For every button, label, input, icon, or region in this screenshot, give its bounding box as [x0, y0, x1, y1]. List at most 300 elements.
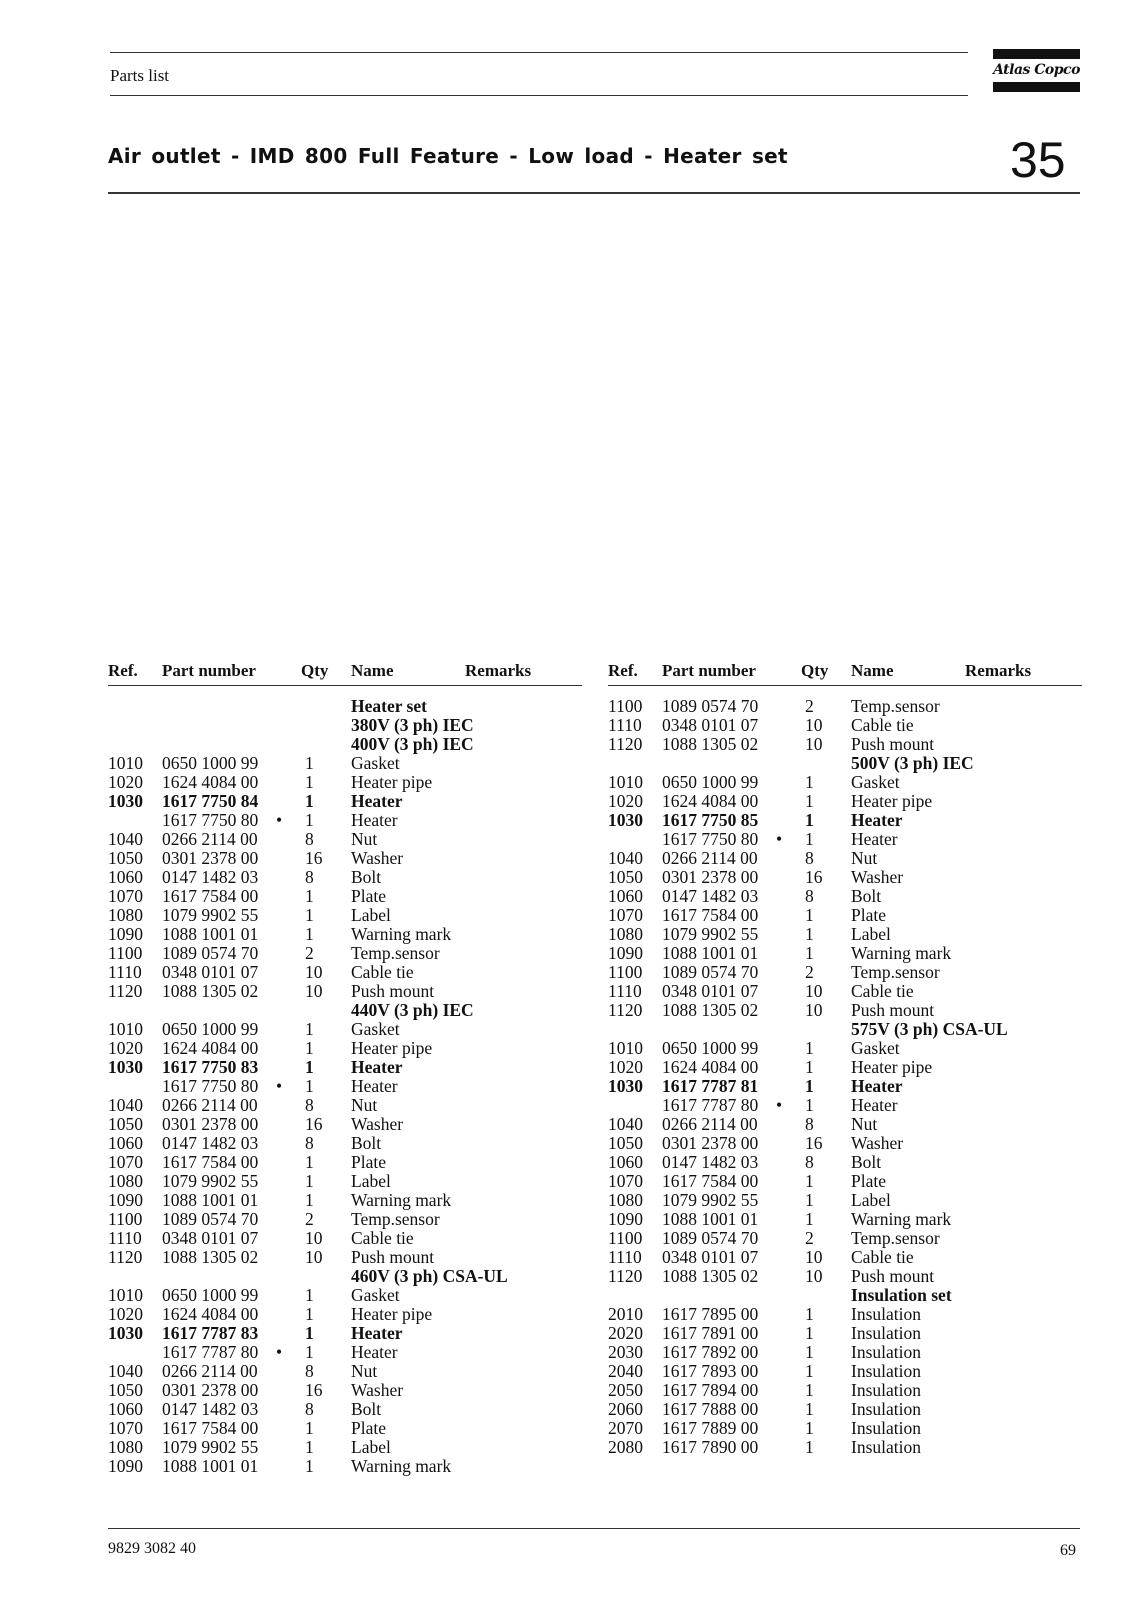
part-number-cell: 1617 7750 80 [162, 1076, 259, 1096]
name-cell: Heater pipe [851, 1057, 933, 1077]
qty-cell: 1 [305, 1456, 314, 1476]
part-number-cell: 1617 7888 00 [662, 1399, 759, 1419]
table-row [608, 754, 1082, 773]
name-cell: Bolt [851, 1152, 882, 1172]
table-row [608, 773, 1082, 792]
name-cell: Insulation [851, 1437, 921, 1457]
table-row [108, 1438, 582, 1457]
part-number-cell: 1617 7584 00 [162, 1418, 259, 1438]
table-row [108, 1096, 582, 1115]
ref-cell: 1010 [108, 753, 143, 773]
parts-table-right [608, 659, 1082, 1457]
table-row [108, 1400, 582, 1419]
name-cell: Temp.sensor [351, 1209, 440, 1229]
name-cell: Push mount [851, 1000, 935, 1020]
service-kit-marker: • [776, 1095, 783, 1115]
ref-cell: 1060 [108, 1399, 143, 1419]
qty-cell: 1 [805, 1380, 814, 1400]
qty-cell: 1 [805, 791, 814, 811]
table-row [608, 1248, 1082, 1267]
table-row [608, 1134, 1082, 1153]
table-row [608, 1305, 1082, 1324]
table-row [608, 1210, 1082, 1229]
part-number-cell: 1079 9902 55 [662, 1190, 759, 1210]
table-row [108, 1229, 582, 1248]
document-number: 9829 3082 40 [108, 1540, 196, 1557]
name-cell: Nut [851, 1114, 878, 1134]
name-cell: Gasket [351, 1285, 400, 1305]
page-title: Air outlet - IMD 800 Full Feature - Low load - Heater set [108, 144, 788, 168]
qty-cell: 10 [305, 981, 323, 1001]
part-number-cell: 1617 7584 00 [162, 1152, 259, 1172]
qty-cell: 10 [805, 1247, 823, 1267]
part-number-cell: 1617 7894 00 [662, 1380, 759, 1400]
part-number-cell: 0650 1000 99 [662, 772, 759, 792]
qty-cell: 1 [305, 1304, 314, 1324]
table-row [108, 925, 582, 944]
ref-cell: 1070 [108, 1418, 143, 1438]
table-row [108, 982, 582, 1001]
qty-cell: 1 [805, 772, 814, 792]
page-number: 69 [1060, 1542, 1076, 1559]
ref-cell: 1030 [608, 810, 643, 830]
name-cell: Cable tie [851, 981, 914, 1001]
part-number-cell: 1079 9902 55 [162, 1437, 259, 1457]
part-number-cell: 0301 2378 00 [162, 848, 259, 868]
service-kit-marker: • [276, 810, 283, 830]
name-cell: Gasket [351, 1019, 400, 1039]
name-cell: Heater [851, 810, 903, 830]
table-row [608, 963, 1082, 982]
part-number-cell: 1617 7750 80 [662, 829, 759, 849]
part-number-cell: 1617 7584 00 [162, 886, 259, 906]
qty-cell: 8 [805, 1152, 814, 1172]
name-cell: Push mount [351, 1247, 435, 1267]
name-cell: Nut [351, 829, 378, 849]
name-cell: Cable tie [851, 1247, 914, 1267]
table-row [608, 716, 1082, 735]
name-cell: Washer [851, 1133, 904, 1153]
name-cell: Plate [351, 1418, 386, 1438]
table-row [608, 1115, 1082, 1134]
table-row [108, 1134, 582, 1153]
part-number-cell: 0301 2378 00 [662, 1133, 759, 1153]
name-cell: Label [351, 1171, 391, 1191]
ref-cell: 1100 [608, 962, 643, 982]
name-cell: 380V (3 ph) IEC [351, 715, 474, 735]
qty-cell: 2 [305, 1209, 314, 1229]
qty-cell: 1 [805, 1057, 814, 1077]
name-cell: Plate [351, 1152, 386, 1172]
ref-cell: 1030 [108, 1323, 143, 1343]
name-cell: Temp.sensor [851, 962, 940, 982]
name-cell: Warning mark [351, 1190, 452, 1210]
ref-cell: 2010 [608, 1304, 643, 1324]
part-number-cell: 1617 7890 00 [662, 1437, 759, 1457]
name-cell: Temp.sensor [851, 1228, 940, 1248]
part-number-cell: 1617 7893 00 [662, 1361, 759, 1381]
name-cell: Heater [851, 829, 898, 849]
header-part-number: Part number [162, 661, 256, 680]
part-number-cell: 1089 0574 70 [162, 943, 259, 963]
part-number-cell: 1079 9902 55 [162, 905, 259, 925]
qty-cell: 1 [305, 1076, 314, 1096]
table-row [608, 1058, 1082, 1077]
part-number-cell: 1624 4084 00 [662, 791, 759, 811]
table-row [608, 1267, 1082, 1286]
part-number-cell: 0348 0101 07 [662, 715, 759, 735]
qty-cell: 1 [305, 1418, 314, 1438]
table-row [608, 1381, 1082, 1400]
qty-cell: 16 [805, 1133, 823, 1153]
qty-cell: 8 [305, 1095, 314, 1115]
ref-cell: 1100 [108, 943, 143, 963]
name-cell: Insulation [851, 1399, 921, 1419]
name-cell: Nut [351, 1095, 378, 1115]
table-row [608, 735, 1082, 754]
table-row [108, 1343, 582, 1362]
qty-cell: 8 [305, 1133, 314, 1153]
ref-cell: 1120 [608, 1000, 643, 1020]
part-number-cell: 1624 4084 00 [162, 1304, 259, 1324]
name-cell: Label [351, 1437, 391, 1457]
title-rule [108, 192, 1080, 194]
part-number-cell: 1089 0574 70 [162, 1209, 259, 1229]
table-row [108, 849, 582, 868]
name-cell: Bolt [351, 1399, 382, 1419]
qty-cell: 8 [805, 1114, 814, 1134]
table-row [608, 1191, 1082, 1210]
ref-cell: 1030 [608, 1076, 643, 1096]
part-number-cell: 1088 1305 02 [662, 1000, 759, 1020]
qty-cell: 16 [805, 867, 823, 887]
ref-cell: 1100 [108, 1209, 143, 1229]
name-cell: Plate [351, 886, 386, 906]
ref-cell: 1090 [108, 1456, 143, 1476]
part-number-cell: 1088 1305 02 [662, 1266, 759, 1286]
ref-cell: 1070 [108, 1152, 143, 1172]
ref-cell: 1060 [608, 886, 643, 906]
table-row [108, 754, 582, 773]
name-cell: Heater [851, 1095, 898, 1115]
name-cell: Washer [351, 1114, 404, 1134]
part-number-cell: 0650 1000 99 [162, 753, 259, 773]
qty-cell: 1 [305, 905, 314, 925]
name-cell: Label [351, 905, 391, 925]
ref-cell: 1020 [608, 791, 643, 811]
table-row [608, 982, 1082, 1001]
table-row [108, 1172, 582, 1191]
table-row [108, 1039, 582, 1058]
part-number-cell: 1088 1305 02 [162, 1247, 259, 1267]
ref-cell: 1120 [608, 734, 643, 754]
ref-cell: 1010 [608, 1038, 643, 1058]
qty-cell: 8 [805, 848, 814, 868]
qty-cell: 1 [805, 1399, 814, 1419]
ref-cell: 1010 [108, 1019, 143, 1039]
name-cell: Heater pipe [351, 772, 433, 792]
ref-cell: 1080 [108, 905, 143, 925]
name-cell: Heater [351, 1323, 403, 1343]
table-row [608, 944, 1082, 963]
qty-cell: 10 [805, 1266, 823, 1286]
table-row [608, 1362, 1082, 1381]
name-cell: Bolt [351, 1133, 382, 1153]
qty-cell: 1 [805, 905, 814, 925]
part-number-cell: 1088 1305 02 [662, 734, 759, 754]
qty-cell: 1 [305, 1323, 314, 1343]
qty-cell: 1 [805, 924, 814, 944]
qty-cell: 1 [805, 1076, 814, 1096]
qty-cell: 1 [305, 924, 314, 944]
name-cell: 500V (3 ph) IEC [851, 753, 974, 773]
table-header [608, 659, 1082, 686]
name-cell: Warning mark [851, 1209, 952, 1229]
name-cell: Heater pipe [351, 1304, 433, 1324]
service-kit-marker: • [276, 1076, 283, 1096]
table-row [608, 849, 1082, 868]
part-number-cell: 1617 7750 83 [162, 1057, 259, 1077]
qty-cell: 1 [305, 791, 314, 811]
part-number-cell: 1088 1001 01 [662, 943, 759, 963]
qty-cell: 1 [805, 1304, 814, 1324]
part-number-cell: 0147 1482 03 [162, 1399, 259, 1419]
ref-cell: 1070 [608, 1171, 643, 1191]
part-number-cell: 1088 1305 02 [162, 981, 259, 1001]
section-label: Parts list [110, 66, 170, 85]
ref-cell: 1070 [608, 905, 643, 925]
part-number-cell: 0348 0101 07 [662, 1247, 759, 1267]
table-row [108, 1077, 582, 1096]
ref-cell: 2080 [608, 1437, 643, 1457]
name-cell: Washer [851, 867, 904, 887]
table-row [608, 925, 1082, 944]
header-name: Name [351, 661, 394, 680]
part-number-cell: 1617 7895 00 [662, 1304, 759, 1324]
part-number-cell: 0147 1482 03 [662, 1152, 759, 1172]
table-row [108, 1248, 582, 1267]
table-row [608, 1153, 1082, 1172]
table-row [108, 811, 582, 830]
table-row [108, 830, 582, 849]
ref-cell: 1110 [108, 1228, 142, 1248]
table-row [108, 773, 582, 792]
qty-cell: 1 [305, 1038, 314, 1058]
ref-cell: 1080 [608, 924, 643, 944]
table-row [608, 811, 1082, 830]
qty-cell: 10 [305, 1228, 323, 1248]
header-ref: Ref. [608, 661, 638, 680]
name-cell: Warning mark [851, 943, 952, 963]
ref-cell: 1090 [108, 1190, 143, 1210]
part-number-cell: 0650 1000 99 [662, 1038, 759, 1058]
qty-cell: 1 [805, 1209, 814, 1229]
part-number-cell: 0650 1000 99 [162, 1019, 259, 1039]
part-number-cell: 0266 2114 00 [662, 1114, 758, 1134]
ref-cell: 1060 [608, 1152, 643, 1172]
table-row [608, 1039, 1082, 1058]
ref-cell: 1020 [608, 1057, 643, 1077]
qty-cell: 10 [805, 734, 823, 754]
table-row [108, 1153, 582, 1172]
name-cell: Insulation [851, 1418, 921, 1438]
table-row [108, 1419, 582, 1438]
qty-cell: 2 [805, 1228, 814, 1248]
table-row [108, 1058, 582, 1077]
name-cell: Cable tie [851, 715, 914, 735]
qty-cell: 10 [805, 981, 823, 1001]
qty-cell: 10 [805, 1000, 823, 1020]
qty-cell: 1 [805, 1437, 814, 1457]
qty-cell: 1 [805, 1342, 814, 1362]
part-number-cell: 1088 1001 01 [162, 1456, 259, 1476]
name-cell: Nut [351, 1361, 378, 1381]
part-number-cell: 0147 1482 03 [162, 1133, 259, 1153]
table-row [108, 1362, 582, 1381]
part-number-cell: 1617 7891 00 [662, 1323, 759, 1343]
ref-cell: 2070 [608, 1418, 643, 1438]
ref-cell: 1030 [108, 1057, 143, 1077]
table-row [608, 1286, 1082, 1305]
header-qty: Qty [301, 661, 329, 680]
part-number-cell: 1089 0574 70 [662, 696, 759, 716]
ref-cell: 1020 [108, 1038, 143, 1058]
ref-cell: 2030 [608, 1342, 643, 1362]
table-row [608, 868, 1082, 887]
name-cell: Heater [851, 1076, 903, 1096]
part-number-cell: 1617 7787 81 [662, 1076, 759, 1096]
table-row [108, 868, 582, 887]
logo-bottom-bar [993, 82, 1080, 92]
part-number-cell: 1617 7750 85 [662, 810, 759, 830]
ref-cell: 1080 [108, 1171, 143, 1191]
header-bottom-rule [110, 95, 968, 96]
table-row [108, 716, 582, 735]
name-cell: Push mount [851, 1266, 935, 1286]
ref-cell: 1020 [108, 1304, 143, 1324]
part-number-cell: 0266 2114 00 [662, 848, 758, 868]
ref-cell: 1080 [108, 1437, 143, 1457]
qty-cell: 2 [305, 943, 314, 963]
ref-cell: 2050 [608, 1380, 643, 1400]
table-row [108, 1381, 582, 1400]
ref-cell: 1050 [108, 848, 143, 868]
qty-cell: 1 [305, 1057, 314, 1077]
ref-cell: 1090 [108, 924, 143, 944]
qty-cell: 1 [805, 1361, 814, 1381]
part-number-cell: 1617 7584 00 [662, 1171, 759, 1191]
name-cell: Gasket [851, 772, 900, 792]
name-cell: Label [851, 1190, 891, 1210]
qty-cell: 16 [305, 1380, 323, 1400]
part-number-cell: 0348 0101 07 [662, 981, 759, 1001]
name-cell: Temp.sensor [851, 696, 940, 716]
qty-cell: 1 [305, 772, 314, 792]
name-cell: 575V (3 ph) CSA-UL [851, 1019, 1008, 1039]
part-number-cell: 0348 0101 07 [162, 962, 259, 982]
qty-cell: 1 [805, 1171, 814, 1191]
part-number-cell: 1079 9902 55 [662, 924, 759, 944]
name-cell: Heater [351, 1057, 403, 1077]
part-number-cell: 0266 2114 00 [162, 1095, 258, 1115]
ref-cell: 1040 [108, 1361, 143, 1381]
part-number-cell: 1088 1001 01 [662, 1209, 759, 1229]
section-number: 35 [1010, 132, 1066, 188]
ref-cell: 1010 [108, 1285, 143, 1305]
part-number-cell: 0650 1000 99 [162, 1285, 259, 1305]
service-kit-marker: • [276, 1342, 283, 1362]
name-cell: Gasket [351, 753, 400, 773]
table-row [108, 1191, 582, 1210]
table-row [608, 1324, 1082, 1343]
qty-cell: 1 [805, 1190, 814, 1210]
part-number-cell: 0266 2114 00 [162, 829, 258, 849]
table-row [108, 1305, 582, 1324]
table-row [608, 1438, 1082, 1457]
table-row [608, 1343, 1082, 1362]
name-cell: Washer [351, 848, 404, 868]
table-row [608, 906, 1082, 925]
name-cell: Push mount [851, 734, 935, 754]
ref-cell: 1040 [108, 829, 143, 849]
qty-cell: 1 [305, 1152, 314, 1172]
qty-cell: 8 [305, 1399, 314, 1419]
name-cell: Plate [851, 905, 886, 925]
table-row [108, 1001, 582, 1020]
name-cell: Bolt [351, 867, 382, 887]
ref-cell: 1110 [608, 981, 642, 1001]
table-row [608, 697, 1082, 716]
qty-cell: 1 [305, 886, 314, 906]
part-number-cell: 1617 7787 83 [162, 1323, 259, 1343]
qty-cell: 2 [805, 962, 814, 982]
footer-rule [108, 1528, 1080, 1529]
qty-cell: 1 [805, 1418, 814, 1438]
ref-cell: 1120 [608, 1266, 643, 1286]
part-number-cell: 1617 7892 00 [662, 1342, 759, 1362]
name-cell: Heater [351, 791, 403, 811]
part-number-cell: 0301 2378 00 [162, 1114, 259, 1134]
part-number-cell: 1088 1001 01 [162, 1190, 259, 1210]
ref-cell: 1100 [608, 1228, 643, 1248]
part-number-cell: 1617 7787 80 [662, 1095, 759, 1115]
qty-cell: 1 [805, 1038, 814, 1058]
qty-cell: 1 [805, 810, 814, 830]
qty-cell: 8 [305, 829, 314, 849]
qty-cell: 1 [305, 1342, 314, 1362]
part-number-cell: 1089 0574 70 [662, 1228, 759, 1248]
table-row [608, 792, 1082, 811]
table-row [108, 906, 582, 925]
table-header [108, 659, 582, 686]
ref-cell: 1100 [608, 696, 643, 716]
name-cell: Insulation set [851, 1285, 952, 1305]
qty-cell: 10 [305, 962, 323, 982]
part-number-cell: 1624 4084 00 [162, 772, 259, 792]
ref-cell: 1120 [108, 981, 143, 1001]
ref-cell: 1040 [608, 1114, 643, 1134]
table-row [108, 792, 582, 811]
part-number-cell: 1089 0574 70 [662, 962, 759, 982]
name-cell: Insulation [851, 1304, 921, 1324]
part-number-cell: 1624 4084 00 [162, 1038, 259, 1058]
logo-text: Atlas Copco [993, 62, 1080, 78]
qty-cell: 2 [805, 696, 814, 716]
ref-cell: 2020 [608, 1323, 643, 1343]
qty-cell: 16 [305, 1114, 323, 1134]
table-body [608, 697, 1082, 1457]
header-ref: Ref. [108, 661, 138, 680]
